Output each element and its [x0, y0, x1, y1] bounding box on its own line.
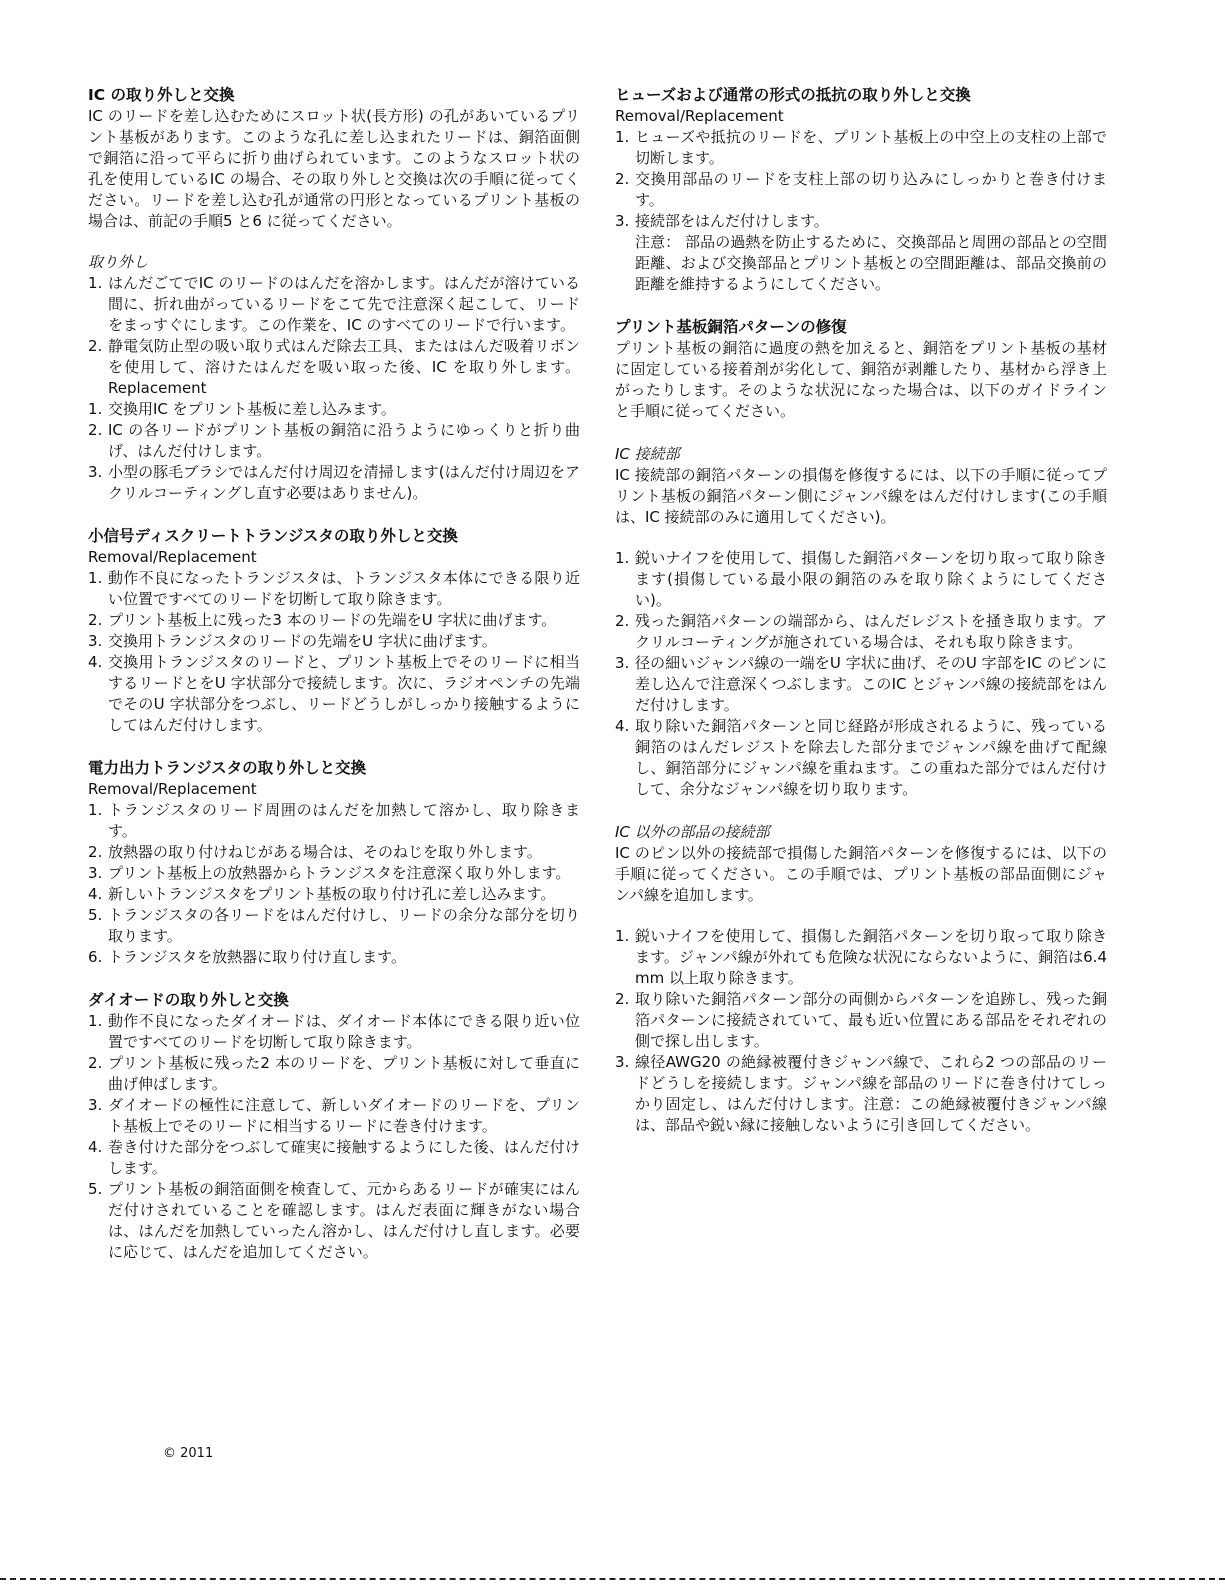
- subsection-intro: IC 接続部の銅箔パターンの損傷を修復するには、以下の手順に従ってプリント基板の銅箔パターン側にジャンパ線をはんだ付けします(この手順は、IC 接続部のみに適用してください)。: [615, 466, 1107, 526]
- step-item: 4. 交換用トランジスタのリードと、プリント基板上でそのリードに相当するリードとをU 字状部分で接続します。次に、ラジオペンチの先端でそのU 字状部分をつぶし、リードどうしがしっかり接触するようにしてはんだ付けします。: [88, 653, 580, 734]
- section-power-transistor: [88, 758, 580, 968]
- page-bottom-rule: [0, 1578, 1225, 1580]
- step-item: 5. プリント基板の銅箔面側を検査して、元からあるリードが確実にはんだ付けされていることを確認します。はんだ表面に輝きがない場合は、はんだを加熱していったん溶かし、はんだ付けし直します。必要に応じて、はんだを追加してください。: [88, 1180, 580, 1261]
- subsection-label: IC 接続部: [615, 445, 680, 463]
- section-intro: IC のリードを差し込むためにスロット状(長方形) の孔があいているプリント基板があります。このような孔に差し込まれたリードは、銅箔面側で銅箔に沿って平らに折り曲げられています。このようなスロット状の孔を使用しているIC の場合、その取り外しと交換は次の手順に従ってください。リードを差し込む孔が通常の円形となっているプリント基板の場合は、前記の手順5 と6 に従ってください。: [88, 107, 580, 230]
- step-item: 1. 動作不良になったダイオードは、ダイオード本体にできる限り近い位置ですべてのリードを切断して取り除きます。: [88, 1012, 580, 1051]
- other-connection-steps: [615, 926, 1107, 1136]
- removal-steps: [88, 273, 580, 399]
- step-item: 3. 接続部をはんだ付けします。: [615, 212, 829, 230]
- section-title: IC の取り外しと交換: [88, 86, 235, 104]
- step-item: 2. 取り除いた銅箔パターン部分の両側からパターンを追跡し、残った銅箔パターンに接続されていて、最も近い位置にある部品をそれぞれの側で探し出します。: [615, 990, 1107, 1050]
- step-item: 1. ヒューズや抵抗のリードを、プリント基板上の中空上の支柱の上部で切断します。: [615, 128, 1107, 167]
- step-item: 2. プリント基板に残った2 本のリードを、プリント基板に対して垂直に曲げ伸ばします。: [88, 1054, 580, 1093]
- step-item: 3. 線径AWG20 の絶縁被覆付きジャンパ線で、これら2 つの部品のリードどうしを接続します。ジャンパ線を部品のリードに巻き付けてしっかり固定し、はんだ付けします。注意：この絶縁被覆付きジャンパ線は、部品や鋭い縁に接触しないように引き回してください。: [615, 1053, 1107, 1134]
- step-item: 3. 交換用トランジスタのリードの先端をU 字状に曲げます。: [88, 632, 497, 650]
- subsection-intro: IC のピン以外の接続部で損傷した銅箔パターンを修復するには、以下の手順に従ってください。この手順では、プリント基板の部品面側にジャンパ線を追加します。: [615, 844, 1107, 904]
- section-diode: [88, 990, 580, 1263]
- step-item: 1. 鋭いナイフを使用して、損傷した銅箔パターンを切り取って取り除きます。ジャンパ線が外れても危険な状況にならないように、銅箔は6.4 mm 以上取り除きます。: [615, 927, 1107, 987]
- step-item: 3. 小型の豚毛ブラシではんだ付け周辺を清掃します(はんだ付け周辺をアクリルコーティングし直す必要はありません)。: [88, 463, 580, 502]
- step-item: 2. IC の各リードがプリント基板の銅箔に沿うようにゆっくりと折り曲げ、はんだ付けします。: [88, 421, 580, 460]
- transistor-steps: [88, 568, 580, 736]
- step-item: 5. トランジスタの各リードをはんだ付けし、リードの余分な部分を切り取ります。: [88, 906, 580, 945]
- section-subtitle: Removal/Replacement: [88, 780, 257, 798]
- step-item: 2. 残った銅箔パターンの端部から、はんだレジストを掻き取ります。アクリルコーティングが施されている場合は、それも取り除きます。: [615, 612, 1107, 651]
- step-item: 1. はんだごてでIC のリードのはんだを溶かします。はんだが溶けている間に、折れ曲がっているリードをこて先で注意深く起こして、リードをまっすぐにします。この作業を、IC のすべてのリードで行います。: [88, 274, 580, 334]
- step-item: 2. プリント基板上に残った3 本のリードの先端をU 字状に曲げます。: [88, 611, 557, 629]
- step-item: 2. 静電気防止型の吸い取り式はんだ除去工具、またははんだ吸着リボンを使用して、溶けたはんだを吸い取った後、IC を取り外します。Replacement: [88, 337, 580, 397]
- step-item: 3. 径の細いジャンパ線の一端をU 字状に曲げ、そのU 字部をIC のピンに差し込んで注意深くつぶします。このIC とジャンパ線の接続部をはんだ付けします。: [615, 654, 1107, 714]
- section-pattern-repair: [615, 317, 1107, 422]
- section-title: ヒューズおよび通常の形式の抵抗の取り外しと交換: [615, 86, 971, 104]
- section-ic-replacement: [88, 85, 580, 504]
- section-subtitle: Removal/Replacement: [615, 107, 784, 125]
- subsection-label: IC 以外の部品の接続部: [615, 823, 770, 841]
- step-item: 1. 動作不良になったトランジスタは、トランジスタ本体にできる限り近い位置ですべてのリードを切断して取り除きます。: [88, 569, 580, 608]
- caution-note: 注意： 部品の過熱を防止するために、交換部品と周囲の部品との空間距離、および交換部品とプリント基板との空間距離は、部品交換前の距離を維持するようにしてください。: [635, 233, 1107, 293]
- section-title: 小信号ディスクリートトランジスタの取り外しと交換: [88, 527, 458, 545]
- step-item: 3. ダイオードの極性に注意して、新しいダイオードのリードを、プリント基板上でそのリードに相当するリードに巻き付けます。: [88, 1096, 580, 1135]
- right-column: [615, 85, 1107, 1158]
- section-transistor: [88, 526, 580, 736]
- step-item: 4. 巻き付けた部分をつぶして確実に接触するようにした後、はんだ付けします。: [88, 1138, 580, 1177]
- section-title: ダイオードの取り外しと交換: [88, 991, 289, 1009]
- step-item: 3. プリント基板上の放熱器からトランジスタを注意深く取り外します。: [88, 864, 571, 882]
- ic-connection-steps: [615, 548, 1107, 800]
- replacement-steps: [88, 399, 580, 504]
- section-title: 電力出力トランジスタの取り外しと交換: [88, 759, 367, 777]
- power-steps: [88, 800, 580, 968]
- diode-steps: [88, 1011, 580, 1263]
- section-other-connection: [615, 822, 1107, 1136]
- step-item: 1. 鋭いナイフを使用して、損傷した銅箔パターンを切り取って取り除きます(損傷している最小限の銅箔のみを取り除くようにしてください)。: [615, 549, 1107, 609]
- step-item: 1. 交換用IC をプリント基板に差し込みます。: [88, 400, 396, 418]
- step-item: 1. トランジスタのリード周囲のはんだを加熱して溶かし、取り除きます。: [88, 801, 580, 840]
- removal-label: 取り外し: [88, 253, 149, 271]
- section-intro: プリント基板の銅箔に過度の熱を加えると、銅箔をプリント基板の基材に固定している接着剤が劣化して、銅箔が剥離したり、基材から浮き上がったりします。そのような状況になった場合は、以下のガイドラインと手順に従ってください。: [615, 339, 1107, 420]
- step-item: 2. 放熱器の取り付けねじがある場合は、そのねじを取り外します。: [88, 843, 542, 861]
- section-ic-connection: [615, 444, 1107, 800]
- section-title: プリント基板銅箔パターンの修復: [615, 318, 847, 336]
- step-item: 2. 交換用部品のリードを支柱上部の切り込みにしっかりと巻き付けます。: [615, 170, 1107, 209]
- left-column: [88, 85, 580, 1285]
- copyright-notice: © 2011: [163, 1446, 214, 1461]
- section-subtitle: Removal/Replacement: [88, 548, 257, 566]
- step-item: 4. 新しいトランジスタをプリント基板の取り付け孔に差し込みます。: [88, 885, 556, 903]
- fuse-steps: [615, 127, 1107, 232]
- step-item: 4. 取り除いた銅箔パターンと同じ経路が形成されるように、残っている銅箔のはんだレジストを除去した部分までジャンパ線を曲げて配線し、銅箔部分にジャンパ線を重ねます。この重ねた部分ではんだ付けして、余分なジャンパ線を切り取ります。: [615, 717, 1107, 798]
- step-item: 6. トランジスタを放熱器に取り付け直します。: [88, 948, 406, 966]
- section-fuse-resistor: [615, 85, 1107, 295]
